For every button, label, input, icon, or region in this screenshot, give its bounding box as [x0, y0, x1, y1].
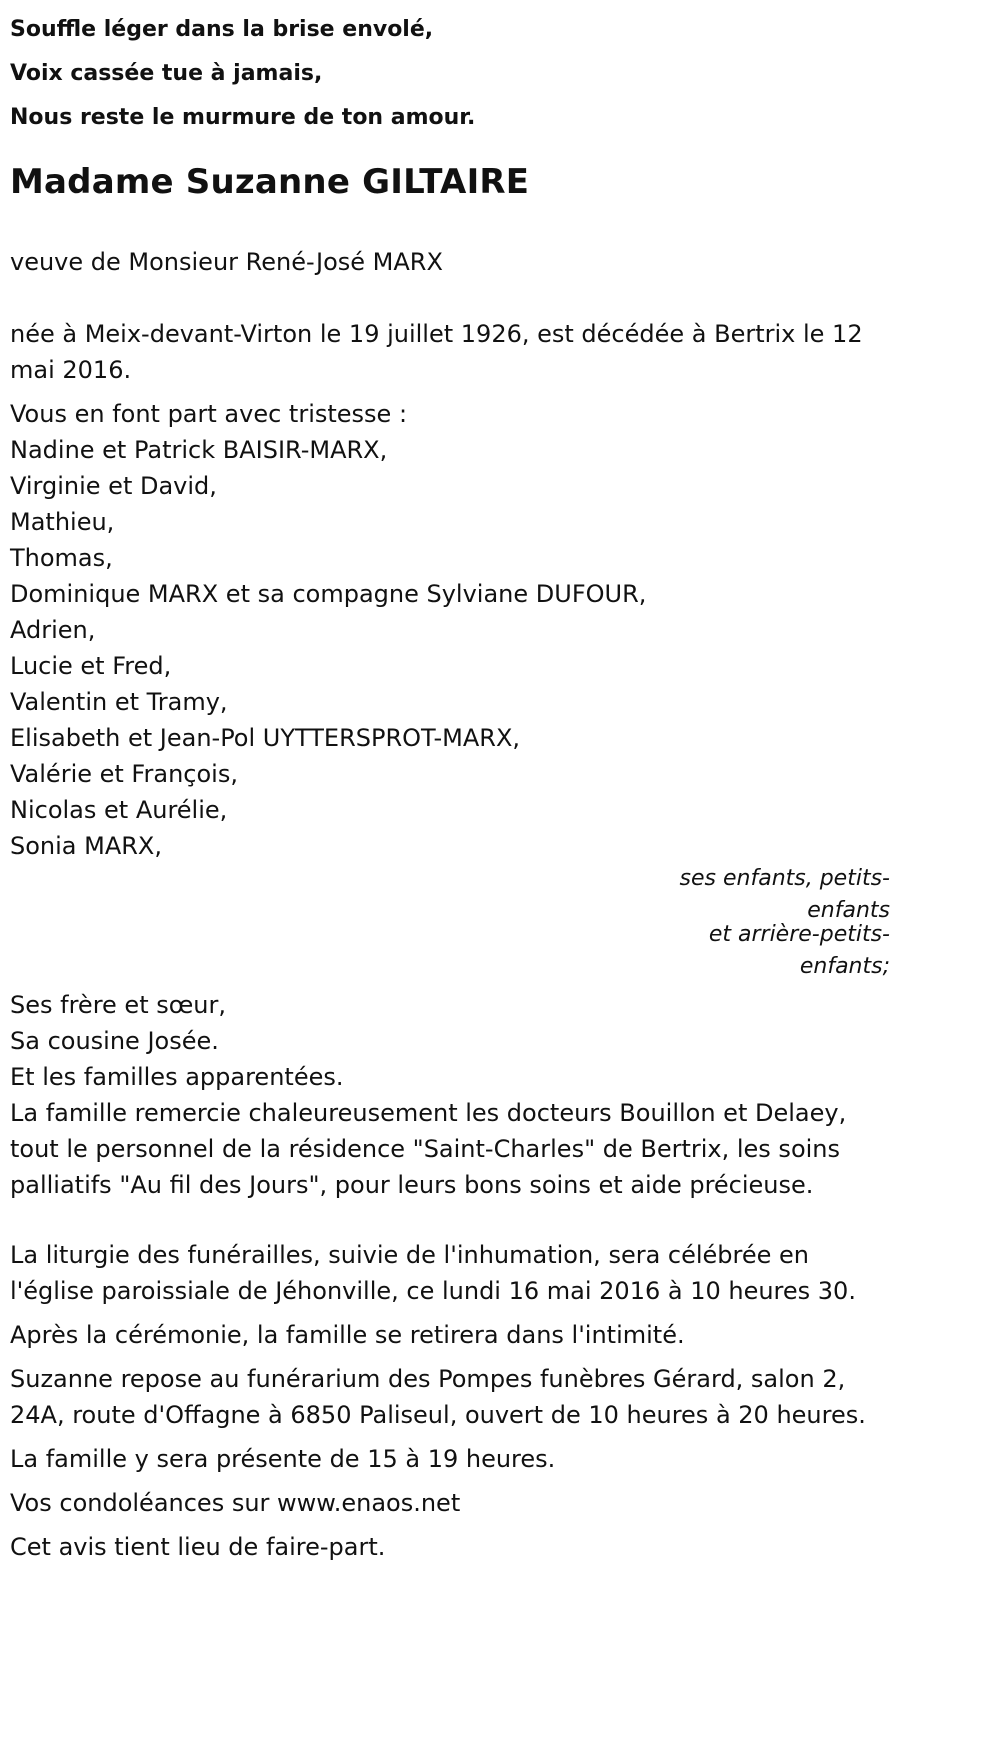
family-relation	[10, 863, 890, 983]
poem-line: Voix cassée tue à jamais,	[10, 61, 323, 86]
relative-line: Et les familles apparentées.	[10, 1063, 344, 1091]
family-member: Valérie et François,	[10, 760, 238, 788]
relative-line: Ses frère et sœur,	[10, 991, 226, 1019]
thanks-paragraph: La famille remercie chaleureusement les docteurs Bouillon et Delaey, tout le personnel de la résidence "Saint-Charles" de Bertrix, les soins palliatifs "Au fil des Jours", pour leurs bons soins et aide précieuse.	[10, 1099, 847, 1199]
family-presence-paragraph: La famille y sera présente de 15 à 19 heures.	[10, 1445, 556, 1473]
family-member: Valentin et Tramy,	[10, 688, 228, 716]
family-member: Elisabeth et Jean-Pol UYTTERSPROT-MARX,	[10, 724, 521, 752]
poem-line: Souffle léger dans la brise envolé,	[10, 17, 434, 42]
family-member: Dominique MARX et sa compagne Sylviane DUFOUR,	[10, 580, 647, 608]
funerarium-paragraph: Suzanne repose au funérarium des Pompes funèbres Gérard, salon 2, 24A, route d'Offagne à 6850 Paliseul, ouvert de 10 heures à 20 heures.	[10, 1365, 866, 1429]
widow-of-line: veuve de Monsieur René-José MARX	[10, 248, 443, 276]
family-member: Mathieu,	[10, 508, 115, 536]
family-member: Sonia MARX,	[10, 832, 163, 860]
condolences-paragraph: Vos condoléances sur www.enaos.net	[10, 1489, 461, 1517]
other-relatives	[10, 987, 890, 1095]
deceased-name: Madame Suzanne GILTAIRE	[10, 162, 530, 202]
notice-paragraph: Cet avis tient lieu de faire-part.	[10, 1533, 386, 1561]
relation-great-grandchildren: et arrière-petits-enfants;	[708, 922, 890, 979]
birth-death-paragraph: née à Meix-devant-Virton le 19 juillet 1926, est décédée à Bertrix le 12 mai 2016.	[10, 320, 863, 384]
family-member: Nicolas et Aurélie,	[10, 796, 228, 824]
relative-line: Sa cousine Josée.	[10, 1027, 219, 1055]
poem-line: Nous reste le murmure de ton amour.	[10, 105, 476, 130]
obituary-notice	[10, 0, 890, 1565]
liturgy-paragraph: La liturgie des funérailles, suivie de l'inhumation, sera célébrée en l'église paroissiale de Jéhonville, ce lundi 16 mai 2016 à 10 heures 30.	[10, 1241, 856, 1305]
family-member: Thomas,	[10, 544, 113, 572]
family-member: Lucie et Fred,	[10, 652, 172, 680]
epigraph-poem	[10, 0, 890, 140]
after-ceremony-paragraph: Après la cérémonie, la famille se retirera dans l'intimité.	[10, 1321, 685, 1349]
family-list	[10, 432, 890, 864]
announcement-intro: Vous en font part avec tristesse :	[10, 400, 408, 428]
family-member: Nadine et Patrick BAISIR-MARX,	[10, 436, 388, 464]
family-member: Adrien,	[10, 616, 96, 644]
family-member: Virginie et David,	[10, 472, 217, 500]
relation-children-grandchildren: ses enfants, petits-enfants	[679, 866, 890, 923]
